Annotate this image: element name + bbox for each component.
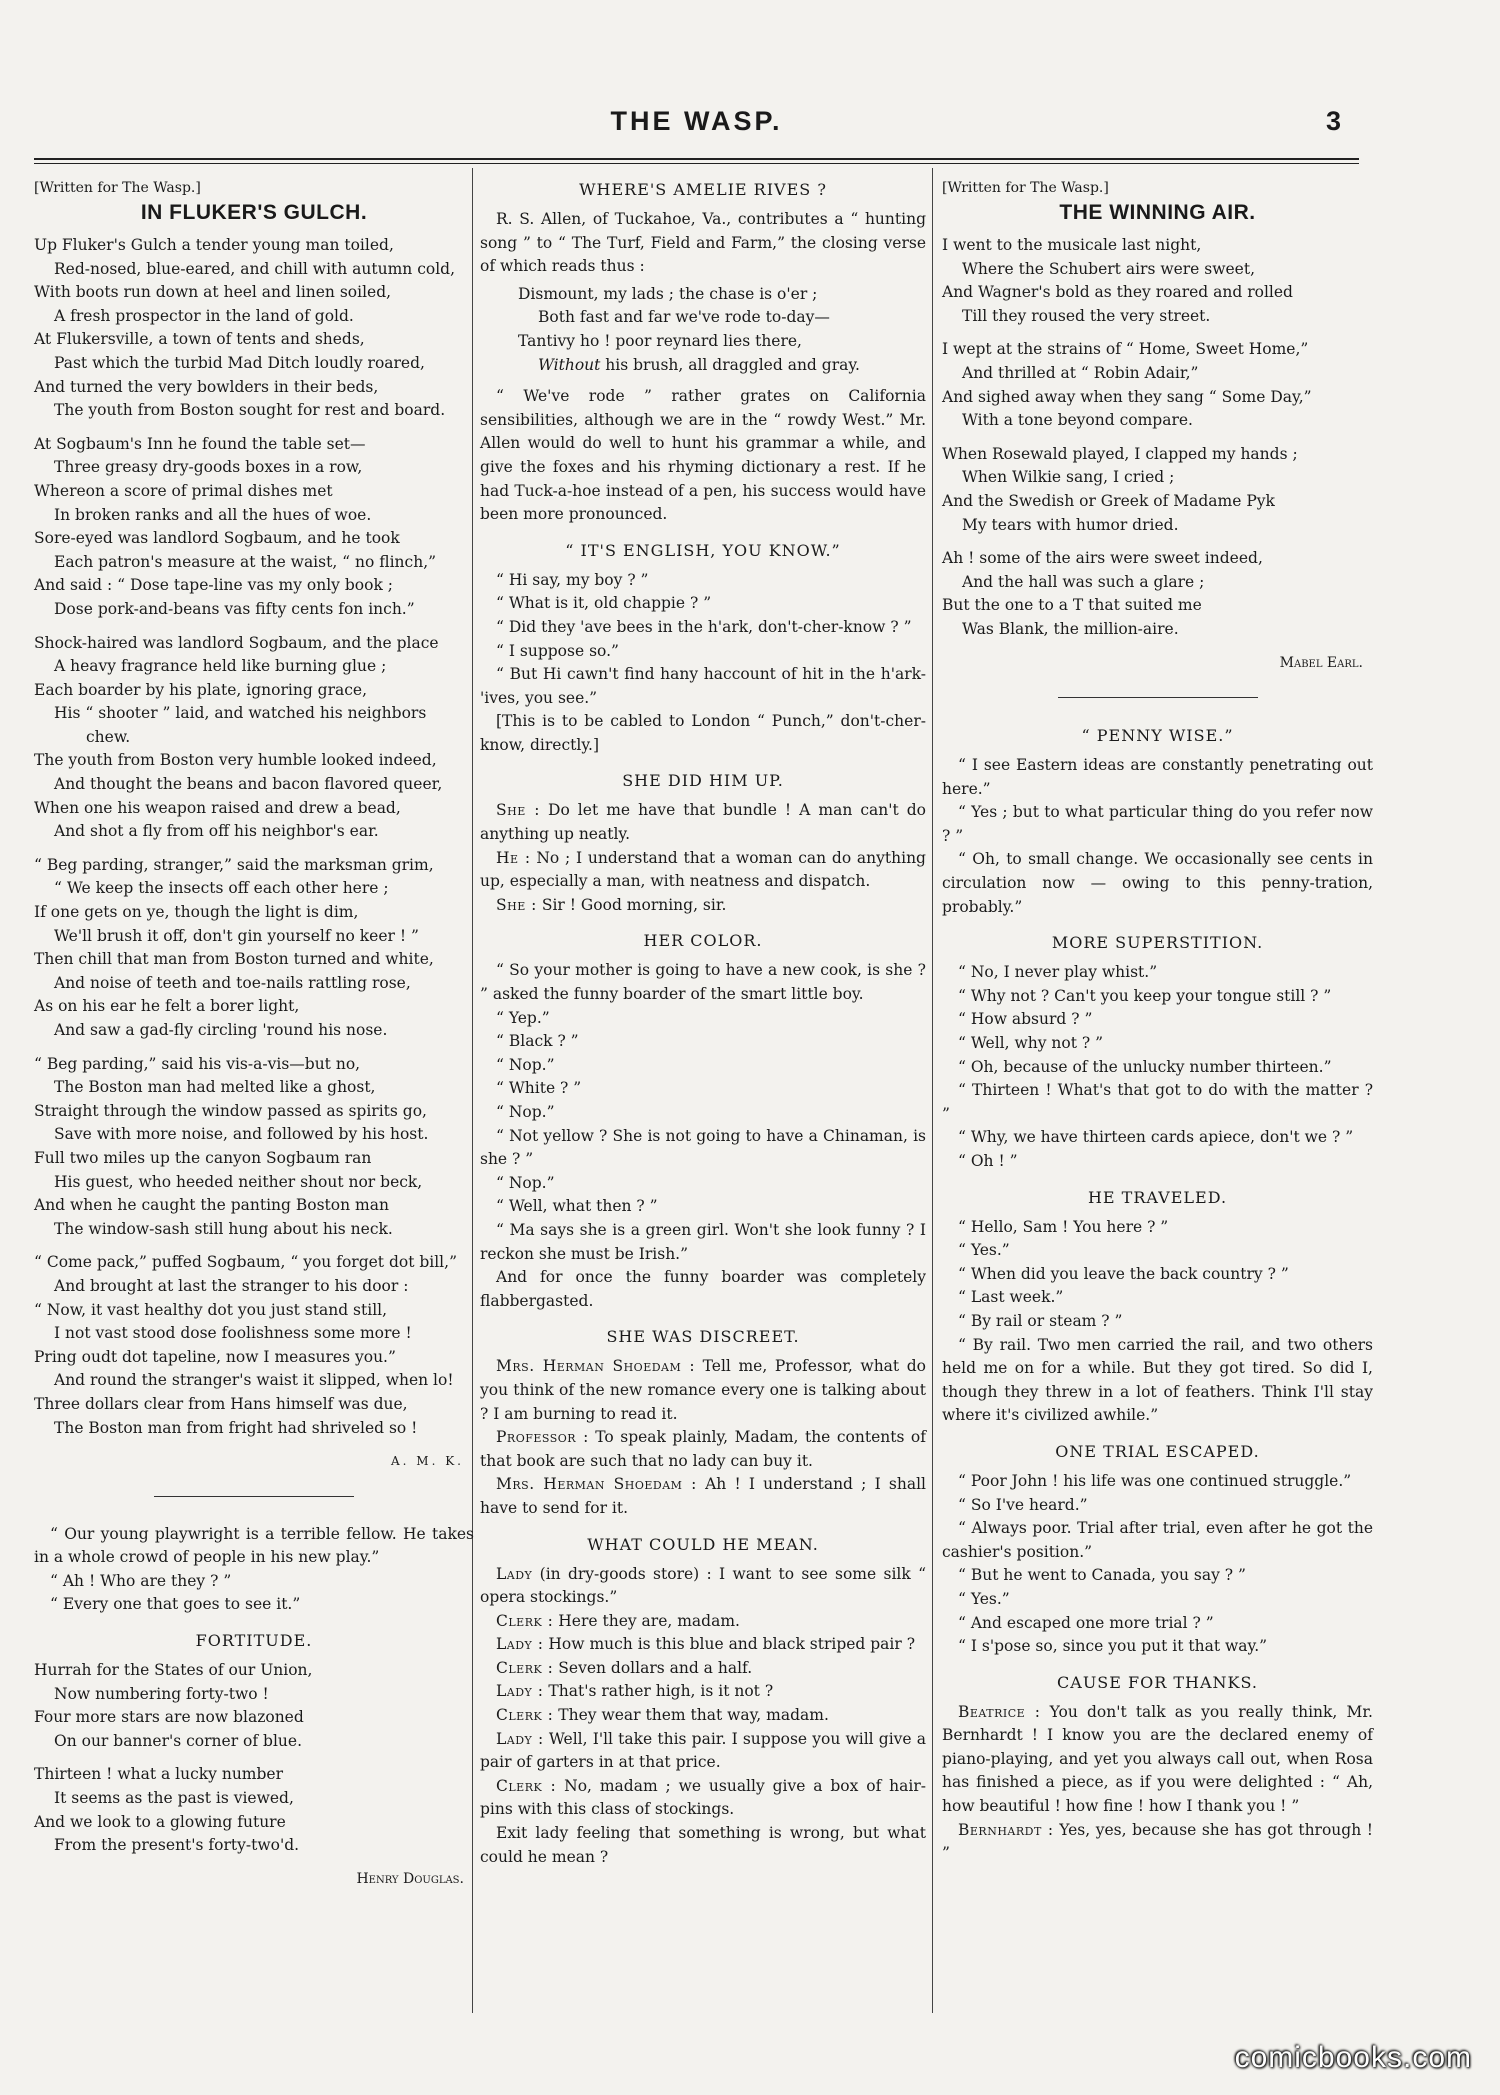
dialogue-line: “ Yes.” bbox=[958, 1241, 1010, 1260]
dialogue bbox=[480, 569, 926, 758]
stanza bbox=[942, 234, 1373, 328]
speaker-name: Lady : bbox=[496, 1682, 544, 1701]
dialogue-line: “ How absurd ? ” bbox=[958, 1010, 1093, 1029]
dialogue-line: “ And escaped one more trial ? ” bbox=[958, 1613, 1214, 1632]
section-title: WHERE'S AMELIE RIVES ? bbox=[579, 180, 827, 199]
masthead-title: THE WASP. bbox=[610, 106, 783, 136]
verse-line: Dose pork-and-beans vas fifty cents fon inch.” bbox=[54, 599, 415, 618]
verse-line: And said : “ Dose tape-line vas my only book ; bbox=[34, 576, 393, 595]
dialogue-text: How much is this blue and black striped pair ? bbox=[548, 1635, 916, 1654]
dialogue-line: “ But he went to Canada, you say ? ” bbox=[958, 1566, 1246, 1585]
verse-line: “ Now, it vast healthy dot you just stand still, bbox=[34, 1300, 388, 1319]
section-title: MORE SUPERSTITION. bbox=[1051, 933, 1264, 953]
verse-line: A heavy fragrance held like burning glue ; bbox=[54, 657, 387, 676]
speaker-name: Mrs. Herman Shoedam : bbox=[496, 1475, 697, 1494]
stanza bbox=[34, 1659, 474, 1753]
watermark: comicbooks.com bbox=[1234, 2041, 1472, 2074]
dialogue-line: “ Hello, Sam ! You here ? ” bbox=[958, 1217, 1169, 1236]
speaker-name: She : bbox=[496, 895, 537, 914]
dialogue-text: Ah ! I understand ; I shall have to send for it. bbox=[480, 1475, 926, 1517]
dialogue-line: “ Thirteen ! What's that got to do with the matter ? ” bbox=[942, 1081, 1373, 1123]
header-rule bbox=[34, 158, 1359, 160]
dialogue-line bbox=[480, 1563, 926, 1610]
dialogue-line: “ Ma says she is a green girl. Won't she look funny ? I reckon she must be Irish.” bbox=[480, 1220, 926, 1263]
article-paragraph: R. S. Allen, of Tuckahoe, Va., contributes a “ hunting song ” to “ The Turf, Field and Farm,” the closing verse of which reads thus : bbox=[480, 210, 926, 276]
verse-line: Up Fluker's Gulch a tender young man toiled, bbox=[34, 236, 394, 254]
stanza bbox=[34, 1763, 474, 1857]
dialogue-line bbox=[942, 1701, 1373, 1819]
dialogue-text: Sir ! Good morning, sir. bbox=[541, 895, 727, 914]
verse-line: Where the Schubert airs were sweet, bbox=[962, 259, 1255, 278]
dialogue bbox=[480, 1563, 926, 1823]
dialogue-line: “ Poor John ! his life was one continued struggle.” bbox=[958, 1471, 1352, 1490]
dialogue-line bbox=[480, 1355, 926, 1426]
speaker-name: Mrs. Herman Shoedam : bbox=[496, 1357, 696, 1376]
dialogue-line: “ Oh, to small change. We occasionally see cents in circulation now — owing to this penny-tration, probably.” bbox=[942, 850, 1373, 916]
column-1 bbox=[34, 178, 474, 1891]
verse-line: When Rosewald played, I clapped my hands ; bbox=[942, 444, 1298, 463]
section-title: FORTITUDE. bbox=[195, 1631, 313, 1651]
dialogue-line: “ Yes.” bbox=[958, 1589, 1010, 1608]
dialogue bbox=[942, 1701, 1373, 1866]
verse-line: Now numbering forty-two ! bbox=[54, 1684, 269, 1703]
dialogue-line: “ Last week.” bbox=[958, 1288, 1064, 1307]
section-title: ONE TRIAL ESCAPED. bbox=[1055, 1441, 1260, 1461]
verse-line: Each patron's measure at the waist, “ no flinch,” bbox=[54, 552, 437, 571]
verse-line: Four more stars are now blazoned bbox=[34, 1708, 304, 1727]
dialogue-line: “ So I've heard.” bbox=[958, 1495, 1088, 1514]
verse-line: Hurrah for the States of our Union, bbox=[34, 1661, 313, 1680]
dialogue-text: Tell me, Professor, what do you think of the new romance every one is talking about ? I am burning to read it. bbox=[480, 1357, 926, 1423]
dialogue-line: “ I see Eastern ideas are constantly penetrating out here.” bbox=[942, 756, 1373, 798]
speaker-name: Professor : bbox=[496, 1428, 589, 1447]
verse-line: Without his brush, all draggled and gray. bbox=[538, 355, 860, 374]
poem-fortitude bbox=[34, 1659, 474, 1858]
dialogue bbox=[942, 1216, 1373, 1428]
verse-line: I not vast stood dose foolishness some more ! bbox=[54, 1324, 412, 1343]
stanza bbox=[34, 1251, 474, 1440]
verse-line: The youth from Boston sought for rest and board. bbox=[54, 401, 446, 420]
header-rule-thin bbox=[34, 163, 1359, 164]
verse-line: We'll brush it off, don't gin yourself no keer ! ” bbox=[54, 926, 419, 945]
dialogue-line: “ Oh, because of the unlucky number thirteen.” bbox=[958, 1057, 1332, 1076]
verse-line: At Flukersville, a town of tents and sheds, bbox=[34, 330, 365, 349]
verse-line: And when he caught the panting Boston man bbox=[34, 1196, 389, 1215]
verse-line: Straight through the window passed as spirits go, bbox=[34, 1101, 427, 1120]
verse-line: The window-sash still hung about his neck. bbox=[54, 1219, 393, 1238]
stanza bbox=[942, 338, 1373, 432]
verse-line: Pring oudt dot tapeline, now I measures you.” bbox=[34, 1347, 396, 1366]
verse-line: At Sogbaum's Inn he found the table set— bbox=[34, 434, 366, 453]
stanza bbox=[34, 854, 474, 1043]
dialogue-line bbox=[480, 1610, 926, 1634]
verse-line: And thought the beans and bacon flavored queer, bbox=[54, 775, 443, 794]
verse-line: His guest, who heeded neither shout nor beck, bbox=[54, 1172, 423, 1191]
verse-line: Full two miles up the canyon Sogbaum ran bbox=[34, 1148, 372, 1167]
section-title: “ IT'S ENGLISH, YOU KNOW.” bbox=[565, 540, 841, 560]
dialogue-text: No ; I understand that a woman can do anything up, especially a man, with neatness and dispatch. bbox=[480, 848, 926, 891]
poem-signature: Mabel Earl. bbox=[1279, 654, 1363, 671]
speaker-name: Lady bbox=[496, 1564, 533, 1583]
quoted-verse bbox=[480, 283, 926, 377]
verse-line: His “ shooter ” laid, and watched his neighbors chew. bbox=[54, 704, 427, 746]
verse-line: And round the stranger's waist it slipped, when lo! bbox=[54, 1371, 454, 1390]
written-for-note: [Written for The Wasp.] bbox=[34, 180, 201, 196]
verse-line: Till they roused the very street. bbox=[962, 306, 1211, 325]
dialogue-line bbox=[480, 1728, 926, 1775]
verse-line: “ We keep the insects off each other here ; bbox=[54, 879, 389, 898]
stanza bbox=[34, 632, 474, 844]
dialogue bbox=[942, 1470, 1373, 1659]
dialogue-line: “ White ? ” bbox=[496, 1079, 582, 1098]
written-for-note: [Written for The Wasp.] bbox=[942, 180, 1109, 196]
dialogue-line bbox=[480, 799, 926, 846]
verse-line: If one gets on ye, though the light is dim, bbox=[34, 903, 359, 922]
section-divider bbox=[1058, 697, 1258, 698]
dialogue-line: “ But Hi cawn't find hany haccount of hit in the h'ark-'ives, you see.” bbox=[480, 665, 926, 707]
verse-line: I went to the musicale last night, bbox=[942, 236, 1202, 254]
verse-line: Ah ! some of the airs were sweet indeed, bbox=[942, 549, 1263, 568]
verse-line: With boots run down at heel and linen soiled, bbox=[34, 283, 392, 302]
dialogue-line: “ Nop.” bbox=[496, 1055, 555, 1074]
verse-line: As on his ear he felt a borer light, bbox=[34, 997, 300, 1016]
section-title: SHE DID HIM UP. bbox=[622, 771, 784, 791]
dialogue-text: You don't talk as you really think, Mr. Bernhardt ! I know you are the declared enemy of piano-playing, and yet you always call out, when Rosa has finished a piece, as if you were delighted : “ Ah, how beautiful ! how fine ! how I thank you ! ” bbox=[942, 1702, 1373, 1816]
verse-line: And turned the very bowlders in their beds, bbox=[34, 377, 379, 396]
section-title: “ PENNY WISE.” bbox=[1081, 726, 1234, 746]
verse-line: When Wilkie sang, I cried ; bbox=[962, 468, 1175, 487]
dialogue-line: “ Oh ! ” bbox=[958, 1152, 1018, 1170]
dialogue bbox=[480, 799, 926, 917]
verse-line: Past which the turbid Mad Ditch loudly roared, bbox=[54, 353, 425, 372]
dialogue-text: To speak plainly, Madam, the contents of that book are such that no lady can buy it. bbox=[480, 1428, 926, 1470]
verse-line: Tantivy ho ! poor reynard lies there, bbox=[518, 331, 802, 350]
dialogue-line: “ I suppose so.” bbox=[496, 641, 619, 660]
verse-line: The youth from Boston very humble looked indeed, bbox=[34, 751, 437, 770]
dialogue bbox=[942, 754, 1373, 919]
dialogue-text: That's rather high, is it not ? bbox=[548, 1682, 774, 1701]
dialogue-line: “ Hi say, my boy ? ” bbox=[496, 570, 649, 589]
dialogue-text: Seven dollars and a half. bbox=[558, 1658, 753, 1677]
verse-line: Shock-haired was landlord Sogbaum, and the place bbox=[34, 633, 439, 652]
dialogue-line: “ No, I never play whist.” bbox=[958, 963, 1158, 982]
dialogue bbox=[942, 961, 1373, 1173]
section-title: SHE WAS DISCREET. bbox=[606, 1327, 800, 1347]
verse-line: And saw a gad-fly circling 'round his nose. bbox=[54, 1021, 388, 1039]
stanza bbox=[942, 443, 1373, 537]
verse-line: And shot a fly from off his neighbor's ear. bbox=[54, 822, 379, 841]
speaker-name: She : bbox=[496, 801, 540, 820]
dialogue-line: “ By rail or steam ? ” bbox=[958, 1311, 1123, 1330]
verse-line: My tears with humor dried. bbox=[962, 515, 1179, 534]
dialogue bbox=[480, 959, 926, 1313]
section-title: WHAT COULD HE MEAN. bbox=[587, 1534, 819, 1554]
dialogue-line bbox=[942, 1819, 1373, 1866]
speaker-name: He : bbox=[496, 848, 531, 867]
article-paragraph: “ We've rode ” rather grates on California sensibilities, although we are in the “ rowdy West.” Mr. Allen would do well to hunt his grammar a while, and give the foxes and his rhyming dictionary a rest. If he had Tuck-a-hoe instead of a pen, his success would have been more pronounced. bbox=[480, 387, 926, 524]
dialogue-text: They wear them that way, madam. bbox=[558, 1706, 829, 1725]
column-3 bbox=[942, 178, 1373, 1866]
verse-line: And the hall was such a glare ; bbox=[962, 572, 1205, 591]
dialogue-text: Yes, yes, because she has got through ! ” bbox=[942, 1820, 1373, 1863]
poem-body bbox=[34, 234, 474, 1440]
dialogue-line: [This is to be cabled to London “ Punch,” don't-cher-know, directly.] bbox=[480, 712, 926, 754]
dialogue-line: “ Yep.” bbox=[496, 1008, 550, 1027]
dialogue-line: “ By rail. Two men carried the rail, and two others held me on for a while. But they got tired. So did I, though they threw in a lot of feathers. Think I'll stay where it's civilized awhile.” bbox=[942, 1335, 1373, 1425]
dialogue-line: “ Yes ; but to what particular thing do you refer now ? ” bbox=[942, 803, 1373, 845]
speaker-name: Clerk : bbox=[496, 1776, 557, 1795]
speaker-name: Lady : bbox=[496, 1635, 544, 1654]
poem-title: THE WINNING AIR. bbox=[1059, 201, 1256, 224]
section-title: HER COLOR. bbox=[643, 931, 763, 951]
speaker-name: Beatrice : bbox=[958, 1702, 1041, 1721]
dialogue-line bbox=[480, 1704, 926, 1728]
dialogue-line: “ Every one that goes to see it.” bbox=[50, 1595, 301, 1614]
verse-line: Dismount, my lads ; the chase is o'er ; bbox=[518, 284, 818, 303]
poem-signature: Henry Douglas. bbox=[356, 1870, 464, 1887]
verse-line: Both fast and far we've rode to-day— bbox=[538, 308, 830, 327]
dialogue-line: “ So your mother is going to have a new cook, is she ? ” asked the funny boarder of the smart little boy. bbox=[480, 961, 926, 1004]
dialogue-line bbox=[480, 1426, 926, 1473]
dialogue-line: “ Black ? ” bbox=[496, 1032, 579, 1051]
dialogue-text: Do let me have that bundle ! A man can't do anything up neatly. bbox=[480, 801, 927, 844]
dialogue-text: Here they are, madam. bbox=[558, 1611, 740, 1630]
section-title: CAUSE FOR THANKS. bbox=[1057, 1672, 1258, 1692]
dialogue-line: “ Nop.” bbox=[496, 1173, 555, 1192]
stanza bbox=[942, 547, 1373, 641]
dialogue-line: “ Why, we have thirteen cards apiece, don't we ? ” bbox=[958, 1128, 1354, 1147]
poem-signature: A. M. K. bbox=[391, 1454, 464, 1469]
dialogue-line: “ Why not ? Can't you keep your tongue still ? ” bbox=[958, 986, 1332, 1005]
dialogue-line: “ Our young playwright is a terrible fellow. He takes in a whole crowd of people in his new play.” bbox=[34, 1524, 474, 1567]
verse-line: And we look to a glowing future bbox=[34, 1812, 286, 1831]
dialogue-line: “ Nop.” bbox=[496, 1103, 555, 1121]
dialogue-line bbox=[480, 1680, 926, 1704]
verse-line: And brought at last the stranger to his door : bbox=[54, 1276, 409, 1295]
verse-line: Sore-eyed was landlord Sogbaum, and he took bbox=[34, 529, 400, 548]
verse-line: Then chill that man from Boston turned and white, bbox=[34, 950, 434, 969]
stanza bbox=[34, 433, 474, 622]
dialogue-text: (in dry-goods store) : I want to see some silk “ opera stockings.” bbox=[480, 1564, 926, 1607]
verse-line: In broken ranks and all the hues of woe. bbox=[54, 505, 372, 524]
verse-line: It seems as the past is viewed, bbox=[54, 1789, 294, 1808]
dialogue-line bbox=[480, 847, 926, 894]
poem-body bbox=[942, 234, 1373, 642]
page-number: 3 bbox=[1325, 106, 1341, 136]
dialogue-line bbox=[480, 1657, 926, 1681]
dialogue-text: No, madam ; we usually give a box of hair-pins with this class of stockings. bbox=[480, 1776, 926, 1819]
dialogue-line: “ Always poor. Trial after trial, even after he got the cashier's position.” bbox=[942, 1519, 1373, 1561]
verse-line: And thrilled at “ Robin Adair,” bbox=[962, 363, 1199, 382]
verse-line: And noise of teeth and toe-nails rattling rose, bbox=[54, 973, 411, 992]
section-divider bbox=[154, 1496, 354, 1497]
verse-line: With a tone beyond compare. bbox=[962, 411, 1193, 430]
dialogue-line bbox=[480, 894, 926, 918]
verse-line: Three greasy dry-goods boxes in a row, bbox=[54, 458, 363, 477]
verse-line: Each boarder by his plate, ignoring grace, bbox=[34, 680, 368, 699]
verse-line: But the one to a T that suited me bbox=[942, 596, 1202, 615]
verse-line: Red-nosed, blue-eared, and chill with autumn cold, bbox=[54, 259, 456, 278]
column-divider bbox=[932, 168, 933, 2013]
dialogue-line: “ Did they 'ave bees in the h'ark, don't-cher-know ? ” bbox=[496, 617, 912, 636]
dialogue-line: “ Ah ! Who are they ? ” bbox=[50, 1571, 232, 1590]
dialogue-line: “ What is it, old chappie ? ” bbox=[496, 594, 712, 613]
verse-line: Was Blank, the million-aire. bbox=[962, 619, 1179, 638]
dialogue-line: “ I s'pose so, since you put it that way.” bbox=[958, 1637, 1268, 1656]
dialogue-line: “ Well, why not ? ” bbox=[958, 1034, 1104, 1053]
dialogue-text: Well, I'll take this pair. I suppose you will give a pair of garters in at that price. bbox=[480, 1729, 926, 1772]
dialogue-line bbox=[480, 1473, 926, 1520]
verse-line: Save with more noise, and followed by his host. bbox=[54, 1125, 429, 1144]
dialogue-line bbox=[480, 1775, 926, 1822]
verse-line: And the Swedish or Greek of Madame Pyk bbox=[942, 491, 1275, 510]
verse-line: I wept at the strains of “ Home, Sweet Home,” bbox=[942, 340, 1309, 359]
dialogue-line: “ Well, what then ? ” bbox=[496, 1197, 658, 1216]
verse-line: And Wagner's bold as they roared and rolled bbox=[942, 283, 1293, 302]
section-title: HE TRAVELED. bbox=[1087, 1187, 1228, 1207]
column-2 bbox=[480, 178, 926, 1869]
verse-line: When one his weapon raised and drew a bead, bbox=[34, 798, 401, 817]
verse-line: From the present's forty-two'd. bbox=[54, 1836, 300, 1855]
verse-line: A fresh prospector in the land of gold. bbox=[54, 306, 354, 325]
speaker-name: Clerk : bbox=[496, 1706, 554, 1725]
dialogue-line: “ When did you leave the back country ? ” bbox=[958, 1264, 1289, 1283]
verse-line: Three dollars clear from Hans himself was due, bbox=[34, 1394, 408, 1413]
verse-line: “ Beg parding, stranger,” said the marksman grim, bbox=[34, 855, 434, 874]
speaker-name: Clerk : bbox=[496, 1658, 554, 1677]
article-paragraph: Exit lady feeling that something is wrong, but what could he mean ? bbox=[480, 1824, 926, 1866]
verse-line: “ Come pack,” puffed Sogbaum, “ you forget dot bill,” bbox=[34, 1253, 457, 1272]
verse-line: The Boston man had melted like a ghost, bbox=[54, 1078, 376, 1097]
verse-line: The Boston man from fright had shriveled so ! bbox=[54, 1418, 418, 1437]
dialogue-line: And for once the funny boarder was completely flabbergasted. bbox=[480, 1268, 926, 1310]
speaker-name: Clerk : bbox=[496, 1611, 554, 1630]
verse-line: And sighed away when they sang “ Some Day,” bbox=[942, 387, 1312, 406]
stanza bbox=[34, 1053, 474, 1242]
speaker-name: Bernhardt : bbox=[958, 1820, 1054, 1839]
speaker-name: Lady : bbox=[496, 1729, 544, 1748]
joke-playwright bbox=[34, 1523, 474, 1617]
dialogue bbox=[480, 1355, 926, 1520]
verse-line: On our banner's corner of blue. bbox=[54, 1731, 302, 1750]
dialogue-line bbox=[480, 1633, 926, 1657]
verse-line: “ Beg parding,” said his vis-a-vis—but no, bbox=[34, 1054, 361, 1073]
poem-title: IN FLUKER'S GULCH. bbox=[140, 201, 368, 224]
dialogue-line: “ Not yellow ? She is not going to have a Chinaman, is she ? ” bbox=[480, 1126, 926, 1169]
masthead bbox=[34, 100, 1359, 144]
stanza bbox=[34, 234, 474, 423]
verse-line: Thirteen ! what a lucky number bbox=[34, 1765, 284, 1784]
verse-line: Whereon a score of primal dishes met bbox=[34, 481, 333, 500]
